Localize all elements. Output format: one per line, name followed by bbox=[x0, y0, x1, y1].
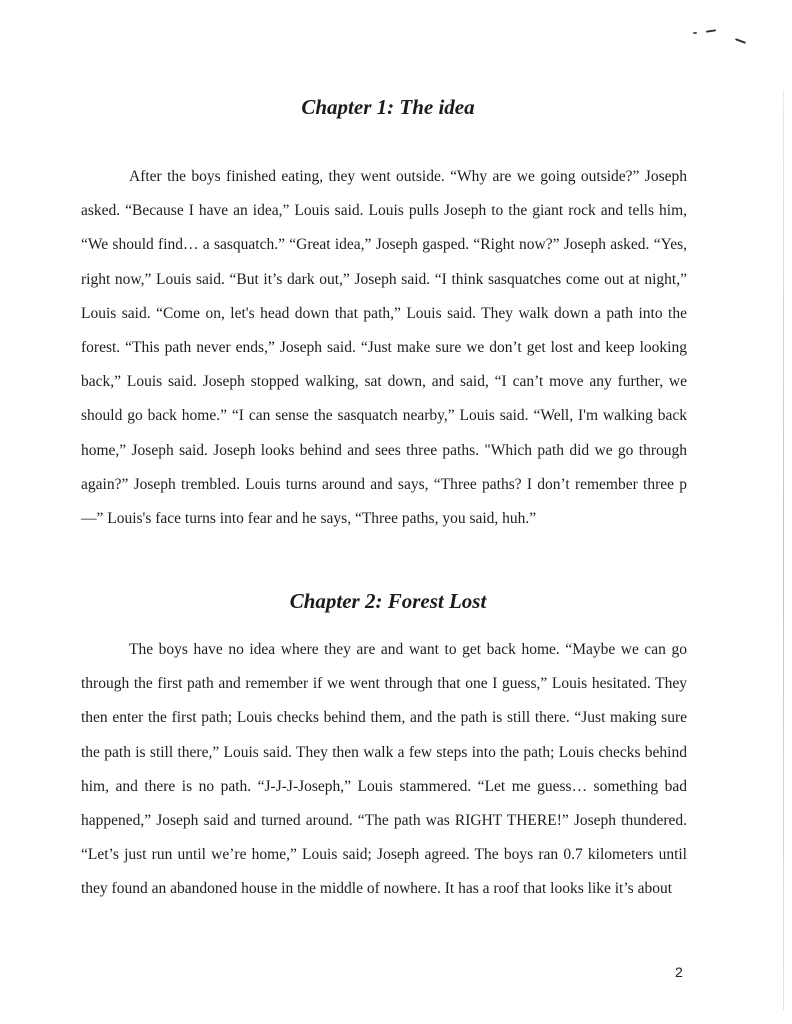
chapter-1-title: Chapter 1: The idea bbox=[301, 95, 475, 119]
scan-artifact bbox=[706, 29, 716, 32]
scan-edge-line bbox=[783, 90, 784, 1010]
chapter-1-paragraph: After the boys finished eating, they went outside. “Why are we going outside?” Joseph asked. “Because I have an idea,” Louis said. Louis pulls Joseph to the giant rock and tells him, “We should find… a sasquatch.” “Great idea,” Joseph gasped. “Right now?” Joseph asked. “Yes, right now,” Louis said. “But it’s dark out,” Joseph said. “I think sasquatches come out at night,” Louis said. “Come on, let's head down that path,” Louis said. They walk down a path into the forest. “This path never ends,” Joseph said. “Just make sure we don’t get lost and keep looking back,” Louis said. Joseph stopped walking, sat down, and said, “I can’t move any further, we should go back home.” “I can sense the sasquatch nearby,” Louis said. “Well, I'm walking back home,” Joseph said. Joseph looks behind and sees three paths. "Which path did we go through again?” Joseph trembled. Louis turns around and says, “Three paths? I don’t remember three p—” Louis's face turns into fear and he says, “Three paths, you said, huh.” bbox=[81, 168, 687, 528]
page-number: 2 bbox=[675, 964, 683, 980]
scan-artifact bbox=[735, 38, 746, 44]
chapter-2-title: Chapter 2: Forest Lost bbox=[289, 589, 487, 613]
chapter-2-paragraph: The boys have no idea where they are and want to get back home. “Maybe we can go through the first path and remember if we went through that one I guess,” Louis hesitated. They then enter the first path; Louis checks behind them, and the path is still there. “Just making sure the path is still there,” Louis said. They then walk a few steps into the path; Louis checks behind him, and there is no path. “J-J-J-Joseph,” Louis stammered. “Let me guess… something bad happened,” Joseph said and turned around. “The path was RIGHT THERE!” Joseph thundered. “Let’s just run until we’re home,” Louis said; Joseph agreed. The boys ran 0.7 kilometers until they found an abandoned house in the middle of nowhere. It has a roof that looks like it’s about bbox=[81, 641, 687, 898]
scan-artifact bbox=[693, 32, 697, 34]
